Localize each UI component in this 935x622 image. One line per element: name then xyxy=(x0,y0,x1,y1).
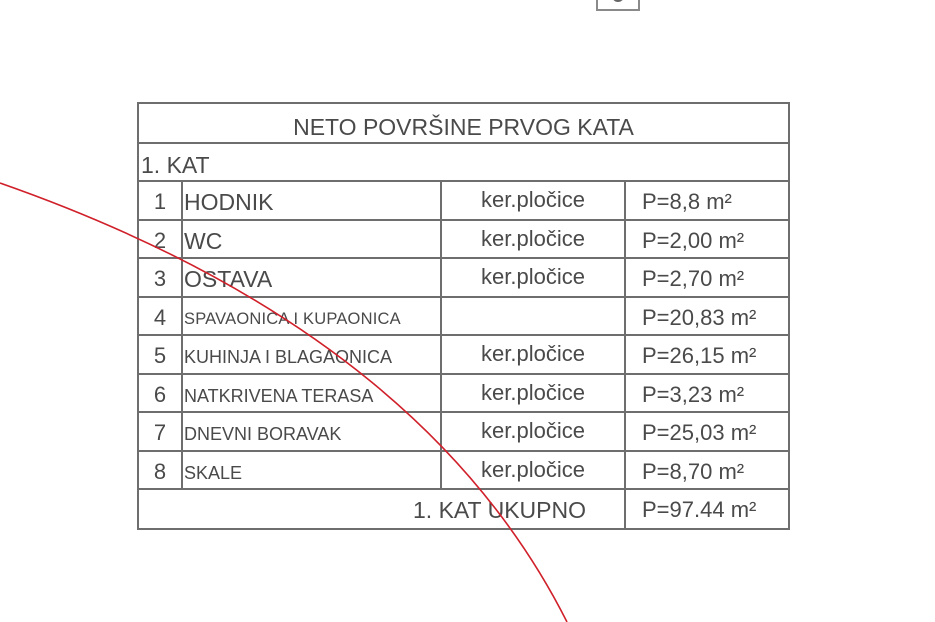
room-name: WC xyxy=(183,221,442,258)
row-number: 7 xyxy=(139,413,183,450)
room-name: DNEVNI BORAVAK xyxy=(183,413,442,450)
table-row xyxy=(139,259,788,298)
table-title: NETO POVRŠINE PRVOG KATA xyxy=(139,104,788,144)
table-row xyxy=(139,298,788,337)
row-number: 2 xyxy=(139,221,183,258)
table-row xyxy=(139,413,788,452)
room-area: P=26,15 m² xyxy=(642,343,757,368)
room-name: KUHINJA I BLAGAONICA xyxy=(183,336,442,373)
floor-material: ker.pločice xyxy=(442,452,626,489)
total-row xyxy=(139,490,788,528)
room-area: P=2,70 m² xyxy=(642,266,745,291)
floor-material: ker.pločice xyxy=(442,413,626,450)
table-row xyxy=(139,375,788,414)
row-number: 3 xyxy=(139,259,183,296)
room-name: HODNIK xyxy=(183,182,442,219)
frame-mark xyxy=(612,0,624,2)
room-area: P=25,03 m² xyxy=(642,420,757,445)
drawing-frame-fragment xyxy=(596,0,640,11)
total-label: 1. KAT UKUPNO xyxy=(139,490,626,528)
room-name: OSTAVA xyxy=(183,259,442,296)
row-number: 6 xyxy=(139,375,183,412)
floor-material: ker.pločice xyxy=(442,221,626,258)
floor-material: ker.pločice xyxy=(442,259,626,296)
floor-material: ker.pločice xyxy=(442,375,626,412)
room-name: SKALE xyxy=(183,452,442,489)
row-number: 1 xyxy=(139,182,183,219)
table-row xyxy=(139,221,788,260)
row-number: 8 xyxy=(139,452,183,489)
room-area: P=20,83 m² xyxy=(642,304,757,330)
room-area: P=2,00 m² xyxy=(642,227,745,253)
room-name: NATKRIVENA TERASA xyxy=(183,375,442,412)
floor-material xyxy=(442,298,626,335)
table-row xyxy=(139,452,788,491)
total-area: P=97.44 m² xyxy=(642,497,757,522)
area-table xyxy=(137,102,790,530)
row-number: 4 xyxy=(139,298,183,335)
room-area: P=8,70 m² xyxy=(642,458,745,484)
floor-material: ker.pločice xyxy=(442,336,626,373)
room-area: P=3,23 m² xyxy=(642,381,745,407)
floor-material: ker.pločice xyxy=(442,182,626,219)
floor-label: 1. KAT xyxy=(139,144,788,182)
table-row xyxy=(139,182,788,221)
room-name: SPAVAONICA I KUPAONICA xyxy=(183,298,442,335)
table-row xyxy=(139,336,788,375)
row-number: 5 xyxy=(139,336,183,373)
room-area: P=8,8 m² xyxy=(642,189,732,214)
